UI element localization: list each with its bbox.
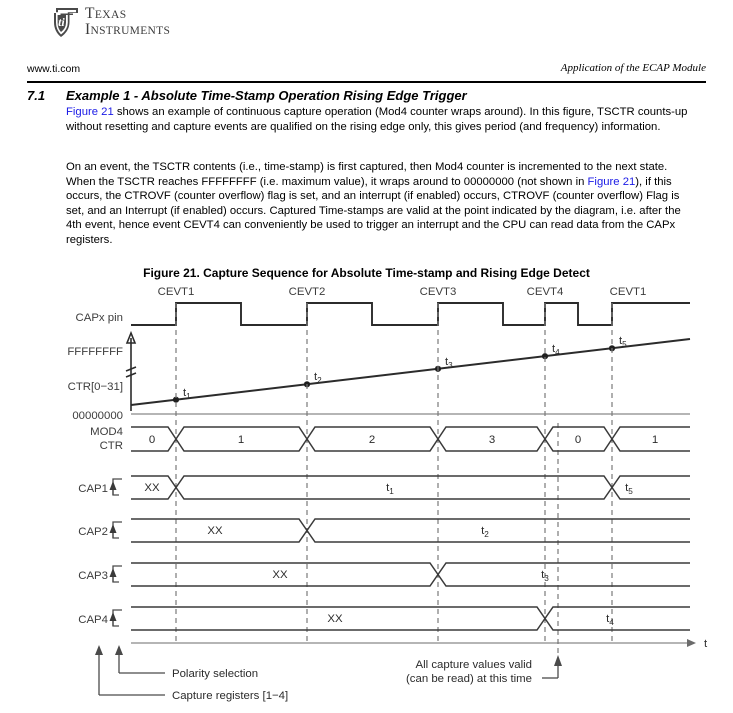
running-head: Application of the ECAP Module [560, 62, 706, 74]
figure-link-2[interactable]: Figure 21 [587, 175, 636, 188]
ti-logo [52, 6, 192, 44]
registers-callout [95, 645, 165, 695]
mod4-value-0b: 0 [574, 434, 582, 446]
row-label-cap2: CAP2 [78, 526, 108, 538]
section-number: 7.1 [27, 88, 46, 103]
logo-line2-cap: I [85, 21, 91, 39]
ramp-ts-label-t1: $t_1$ [183, 387, 191, 401]
annotation-capture-registers: Capture registers [1−4] [172, 690, 289, 702]
figure-caption: Figure 21. Capture Sequence for Absolute Time-stamp and Rising Edge Detect [143, 266, 590, 280]
tsctr-ramp [131, 339, 690, 405]
mod4-value-2: 2 [368, 434, 376, 446]
mod4-value-1a: 1 [237, 434, 245, 446]
polarity-marker-cap1 [110, 479, 123, 495]
paragraph-1-text: shows an example of continuous capture operation (Mod4 counter wraps around). In this figure, TSCTR counts-up without resetting and capture events are qualified on the rising edge only, this gives period (and frequency) information. [66, 106, 688, 133]
cap3-value-before: XX [272, 569, 288, 581]
logo-line1-cap: T [85, 5, 95, 22]
time-axis-label: t [704, 638, 708, 650]
polarity-marker-cap4 [110, 610, 123, 626]
cap4-value-before: XX [327, 613, 343, 625]
cap1-value-before: XX [144, 482, 160, 494]
mod4-ctr-bus [131, 427, 690, 451]
row-label-capx-pin: CAPx pin [75, 312, 123, 324]
paragraph-1 [66, 105, 694, 134]
mod4-value-3: 3 [488, 434, 496, 446]
row-label-max-value: FFFFFFFF [67, 346, 123, 358]
figure-link-1[interactable]: Figure 21 [66, 106, 114, 118]
event-label-cevt1-b: CEVT1 [609, 286, 647, 298]
valid-callout [542, 655, 562, 678]
ti-logo-icon [52, 7, 82, 39]
site-url: www.ti.com [27, 63, 81, 75]
cap1-value-after: $t_1$ [386, 482, 394, 496]
cap4-value-after: $t_4$ [606, 613, 614, 627]
cap1-bus [131, 476, 690, 499]
cap1-value-tail: $t_5$ [625, 482, 633, 496]
paragraph-2-text-b: ), if this occurs, the CTROVF (counter overflow) flag is set, and an interrupt (if enabled) occurs, CTROVF (counter overflow) Flag is set, and an Interrupt (if enabled) occurs. Captured Time-stamps are valid at the point indicated by the diagram, i.e. after the 4th event, hence event CEVT4 can conveniently be used to trigger an interrupt and the CPU can read data from the CAPx registers. [66, 175, 681, 246]
time-axis-arrowhead [687, 639, 696, 647]
row-label-mod4-line2: CTR [99, 440, 123, 452]
section-title: Example 1 - Absolute Time-Stamp Operation Rising Edge Trigger [66, 88, 467, 103]
logo-line2: NSTRUMENTS [90, 25, 171, 38]
cap2-value-after: $t_2$ [481, 525, 489, 539]
logo-line1: EXAS [94, 9, 127, 21]
timing-diagram-svg [0, 283, 733, 703]
timing-diagram [0, 283, 733, 703]
cap3-bus [131, 563, 690, 586]
polarity-marker-cap2 [110, 522, 123, 538]
svg-text:ti: ti [58, 15, 65, 29]
event-label-cevt3: CEVT3 [419, 286, 457, 298]
row-label-min-value: 00000000 [72, 410, 123, 422]
polarity-callout [115, 645, 165, 673]
cap3-value-after: $t_3$ [541, 569, 549, 583]
ramp-ts-label-t2: $t_2$ [314, 371, 322, 385]
capx-pin-waveform [131, 303, 690, 325]
mod4-value-0a: 0 [148, 434, 156, 446]
ti-logo-wordmark [85, 6, 170, 38]
annotation-valid-line1: All capture values valid [415, 659, 532, 671]
ramp-ts-label-t3: $t_3$ [445, 356, 453, 370]
event-label-cevt2: CEVT2 [288, 286, 326, 298]
row-label-ctr: CTR[0−31] [67, 381, 123, 393]
paragraph-2-text-a: On an event, the TSCTR contents (i.e., time-stamp) is first captured, then Mod4 counter is incremented to the next state. When the TSCTR reaches FFFFFFFF (i.e. maximum value), it wraps around to 00000000 (not shown in [66, 161, 668, 188]
cap2-value-before: XX [207, 525, 223, 537]
row-label-mod4-line1: MOD4 [90, 426, 123, 438]
annotation-valid-line2: (can be read) at this time [406, 673, 532, 685]
row-label-cap4: CAP4 [78, 614, 108, 626]
mod4-value-1b: 1 [651, 434, 659, 446]
polarity-marker-cap3 [110, 566, 123, 582]
row-label-cap1: CAP1 [78, 483, 108, 495]
event-label-cevt1-a: CEVT1 [157, 286, 195, 298]
paragraph-2 [66, 160, 694, 248]
ramp-ts-label-t4: $t_4$ [552, 343, 560, 357]
annotation-polarity-selection: Polarity selection [172, 668, 259, 680]
ramp-ts-label-t5: $t_5$ [619, 335, 627, 349]
header-divider [27, 81, 706, 83]
event-label-cevt4: CEVT4 [526, 286, 564, 298]
row-label-cap3: CAP3 [78, 570, 108, 582]
